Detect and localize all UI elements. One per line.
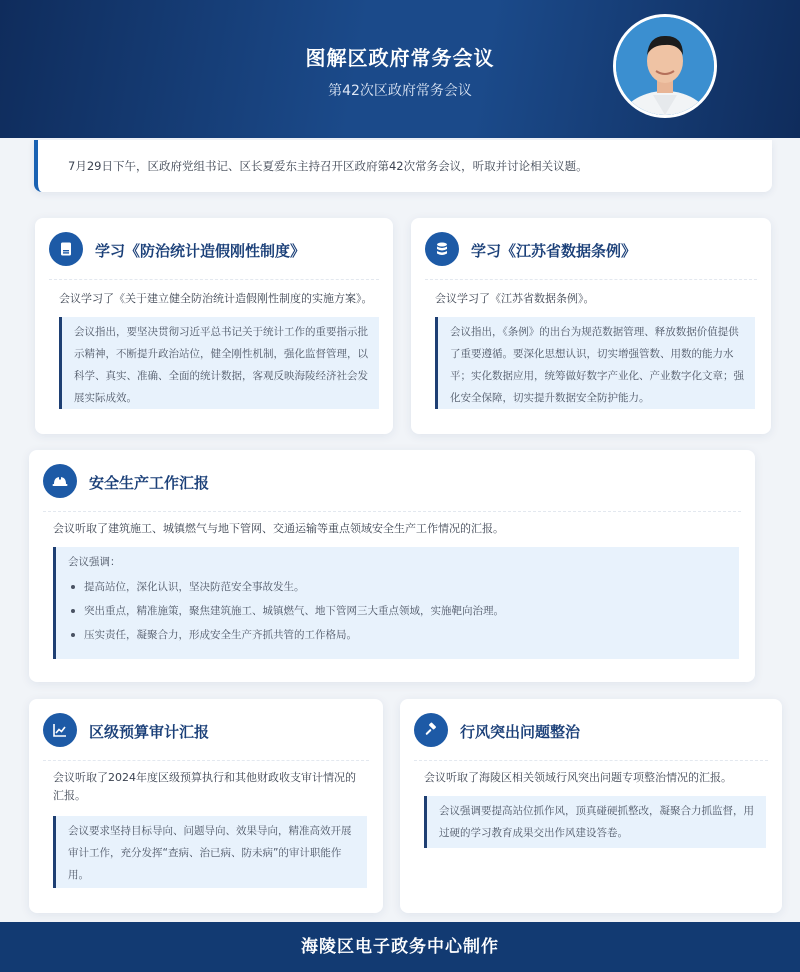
- chart-line-icon: [43, 713, 77, 747]
- card-description: 会议听取了建筑施工、城镇燃气与地下管网、交通运输等重点领域安全生产工作情况的汇报。: [53, 522, 504, 535]
- card-work-safety: [29, 450, 755, 682]
- card-title: 学习《防治统计造假刚性制度》: [95, 242, 306, 260]
- card-title: 行风突出问题整治: [460, 723, 581, 741]
- card-title: 区级预算审计汇报: [89, 723, 210, 741]
- card-quote: 会议要求坚持目标导向、问题导向、效果导向，精准高效开展审计工作，充分发挥“查病、治已病、防未病”的审计职能作用。: [53, 816, 367, 888]
- list-item: 提高站位，深化认识，坚决防范安全事故发生。: [68, 577, 729, 597]
- card-header: [414, 713, 768, 761]
- card-description: 会议听取了海陵区相关领域行风突出问题专项整治情况的汇报。: [424, 771, 732, 784]
- card-header: [49, 232, 379, 280]
- card-header: [43, 464, 741, 512]
- card-budget-audit: [29, 699, 383, 913]
- meeting-intro: 7月29日下午，区政府党组书记、区长夏爱东主持召开区政府第42次常务会议，听取并讨论相关议题。: [34, 140, 772, 192]
- hardhat-icon: [43, 464, 77, 498]
- card-data-regulation: [411, 218, 771, 434]
- card-statistics-fraud: [35, 218, 393, 434]
- card-description: 会议学习了《关于建立健全防治统计造假刚性制度的实施方案》。: [59, 292, 373, 305]
- card-header: [425, 232, 757, 280]
- list-item: 压实责任，凝聚合力，形成安全生产齐抓共管的工作格局。: [68, 625, 729, 645]
- card-header: [43, 713, 369, 761]
- card-description: 会议听取了2024年度区级预算执行和其他财政收支审计情况的汇报。: [53, 771, 356, 802]
- official-portrait: [613, 14, 717, 118]
- card-quote: [53, 547, 739, 659]
- card-quote: 会议指出，《条例》的出台为规范数据管理、释放数据价值提供了重要遵循。要深化思想认识，切实增强管数、用数的能力水平；实化数据应用，统筹做好数字产业化、产业数字化文章；强化安全保障，切实提升数据安全防护能力。: [435, 317, 755, 409]
- page-title: 图解区政府常务会议: [305, 46, 495, 70]
- header-banner: [0, 0, 800, 138]
- card-quote: 会议指出，要坚决贯彻习近平总书记关于统计工作的重要指示批示精神，不断提升政治站位，健全刚性机制，强化监督管理，以科学、真实、准确、全面的统计数据，客观反映海陵经济社会发展实际成效。: [59, 317, 379, 409]
- card-conduct-rectification: [400, 699, 782, 913]
- database-icon: [425, 232, 459, 266]
- document-icon: [49, 232, 83, 266]
- gavel-icon: [414, 713, 448, 747]
- quote-lead: 会议强调：: [68, 556, 121, 568]
- list-item: 突出重点，精准施策，聚焦建筑施工、城镇燃气、地下管网三大重点领域，实施靶向治理。: [68, 601, 729, 621]
- card-title: 学习《江苏省数据条例》: [471, 242, 637, 260]
- page-subtitle: 第42次区政府常务会议: [328, 83, 472, 99]
- card-description: 会议学习了《江苏省数据条例》。: [435, 292, 595, 305]
- card-title: 安全生产工作汇报: [89, 474, 210, 492]
- card-quote: 会议强调要提高站位抓作风，顶真碰硬抓整改，凝聚合力抓监督，用过硬的学习教育成果交出作风建设答卷。: [424, 796, 766, 848]
- footer-credit: 海陵区电子政务中心制作: [0, 922, 800, 972]
- point-list: [68, 577, 729, 645]
